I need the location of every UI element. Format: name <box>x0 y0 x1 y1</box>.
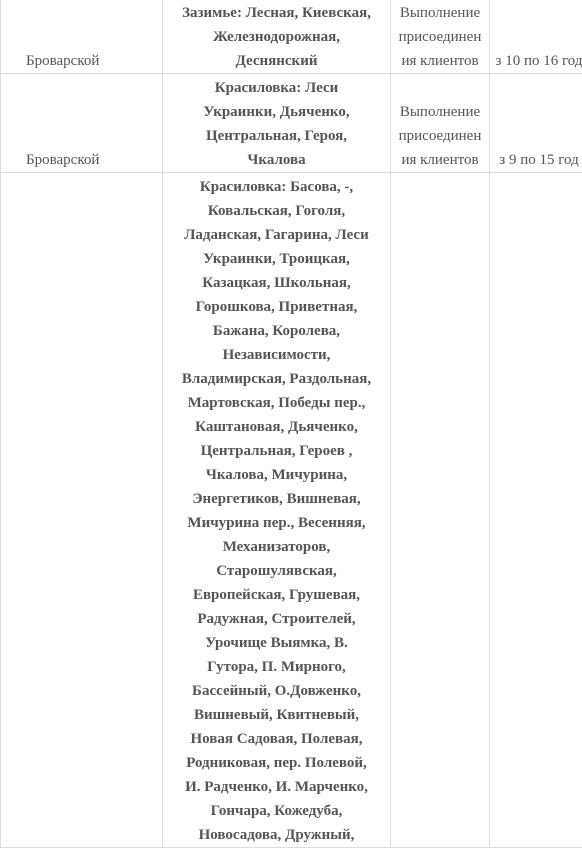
streets-line: Мичурина пер., Весенняя, <box>187 515 366 531</box>
district-name: Броварской <box>26 53 100 69</box>
streets-line: Чкалова <box>247 152 306 168</box>
district-cell <box>1 173 163 848</box>
streets-line: Центральная, Героев , <box>200 443 353 459</box>
work-type-line: присоединен <box>398 128 482 144</box>
work-type-line: ия клиентов <box>401 53 479 69</box>
streets-line: Гутора, П. Мирного, <box>207 659 346 675</box>
streets-line: Гончара, Кожедуба, <box>210 803 343 819</box>
work-type-line: Выполнение <box>399 104 481 120</box>
table-row <box>1 0 582 74</box>
streets-line: Независимости, <box>222 347 331 363</box>
streets-line: Железнодорожная, <box>213 29 340 45</box>
streets-line: Красиловка: Басова, -, <box>199 179 354 195</box>
work-type-cell <box>391 173 490 848</box>
streets-line: Новая Садовая, Полевая, <box>190 731 363 747</box>
streets-line: Урочище Выямка, В. <box>205 635 348 651</box>
streets-cell <box>163 0 391 74</box>
work-type-cell <box>391 74 490 173</box>
period-text: з 10 по 16 год <box>495 53 582 69</box>
streets-line: Ладанская, Гагарина, Леси <box>184 227 369 243</box>
streets-line: Бассейный, О.Довженко, <box>192 683 361 699</box>
period-cell <box>490 0 582 74</box>
streets-line: Украинки, Троицкая, <box>203 251 350 267</box>
streets-line: Мартовская, Победы пер., <box>187 395 366 411</box>
table-row <box>1 173 582 848</box>
period-text: з 9 по 15 год <box>499 152 579 168</box>
streets-line: Новосадова, Дружный, <box>198 827 355 843</box>
streets-line: Украинки, Дьяченко, <box>203 104 350 120</box>
district-cell <box>1 0 163 74</box>
streets-cell <box>163 74 391 173</box>
streets-line: Казацкая, Школьная, <box>202 275 351 291</box>
streets-line: Горошкова, Приветная, <box>195 299 358 315</box>
streets-line: Старошулявская, <box>216 563 337 579</box>
streets-line: Энергетиков, Вишневая, <box>192 491 361 507</box>
streets-line: Чкалова, Мичурина, <box>205 467 348 483</box>
table-row <box>1 74 582 173</box>
district-name: Броварской <box>26 152 100 168</box>
table-body <box>1 0 582 848</box>
streets-line: Каштановая, Дьяченко, <box>195 419 358 435</box>
streets-line: Деснянский <box>235 53 318 69</box>
work-type-line: присоединен <box>398 29 482 45</box>
district-cell <box>1 74 163 173</box>
period-cell <box>490 74 582 173</box>
work-type-cell <box>391 0 490 74</box>
work-type-line: ия клиентов <box>401 152 479 168</box>
streets-line: Центральная, Героя, <box>205 128 348 144</box>
streets-cell <box>163 173 391 848</box>
streets-line: Европейская, Грушевая, <box>192 587 361 603</box>
streets-line: Вишневый, Квитневый, <box>193 707 360 723</box>
work-type-line: Выполнение <box>399 5 481 21</box>
streets-line: Красиловка: Леси <box>214 80 339 96</box>
streets-line: Владимирская, Раздольная, <box>181 371 372 387</box>
streets-line: Радужная, Строителей, <box>197 611 356 627</box>
streets-line: И. Радченко, И. Марченко, <box>185 779 368 795</box>
streets-line: Родниковая, пер. Полевой, <box>186 755 367 771</box>
period-cell <box>490 173 582 848</box>
streets-line: Зазимье: Лесная, Киевская, <box>182 5 371 21</box>
streets-line: Бажана, Королева, <box>212 323 341 339</box>
streets-line: Ковальская, Гоголя, <box>207 203 346 219</box>
streets-line: Механизаторов, <box>222 539 331 555</box>
